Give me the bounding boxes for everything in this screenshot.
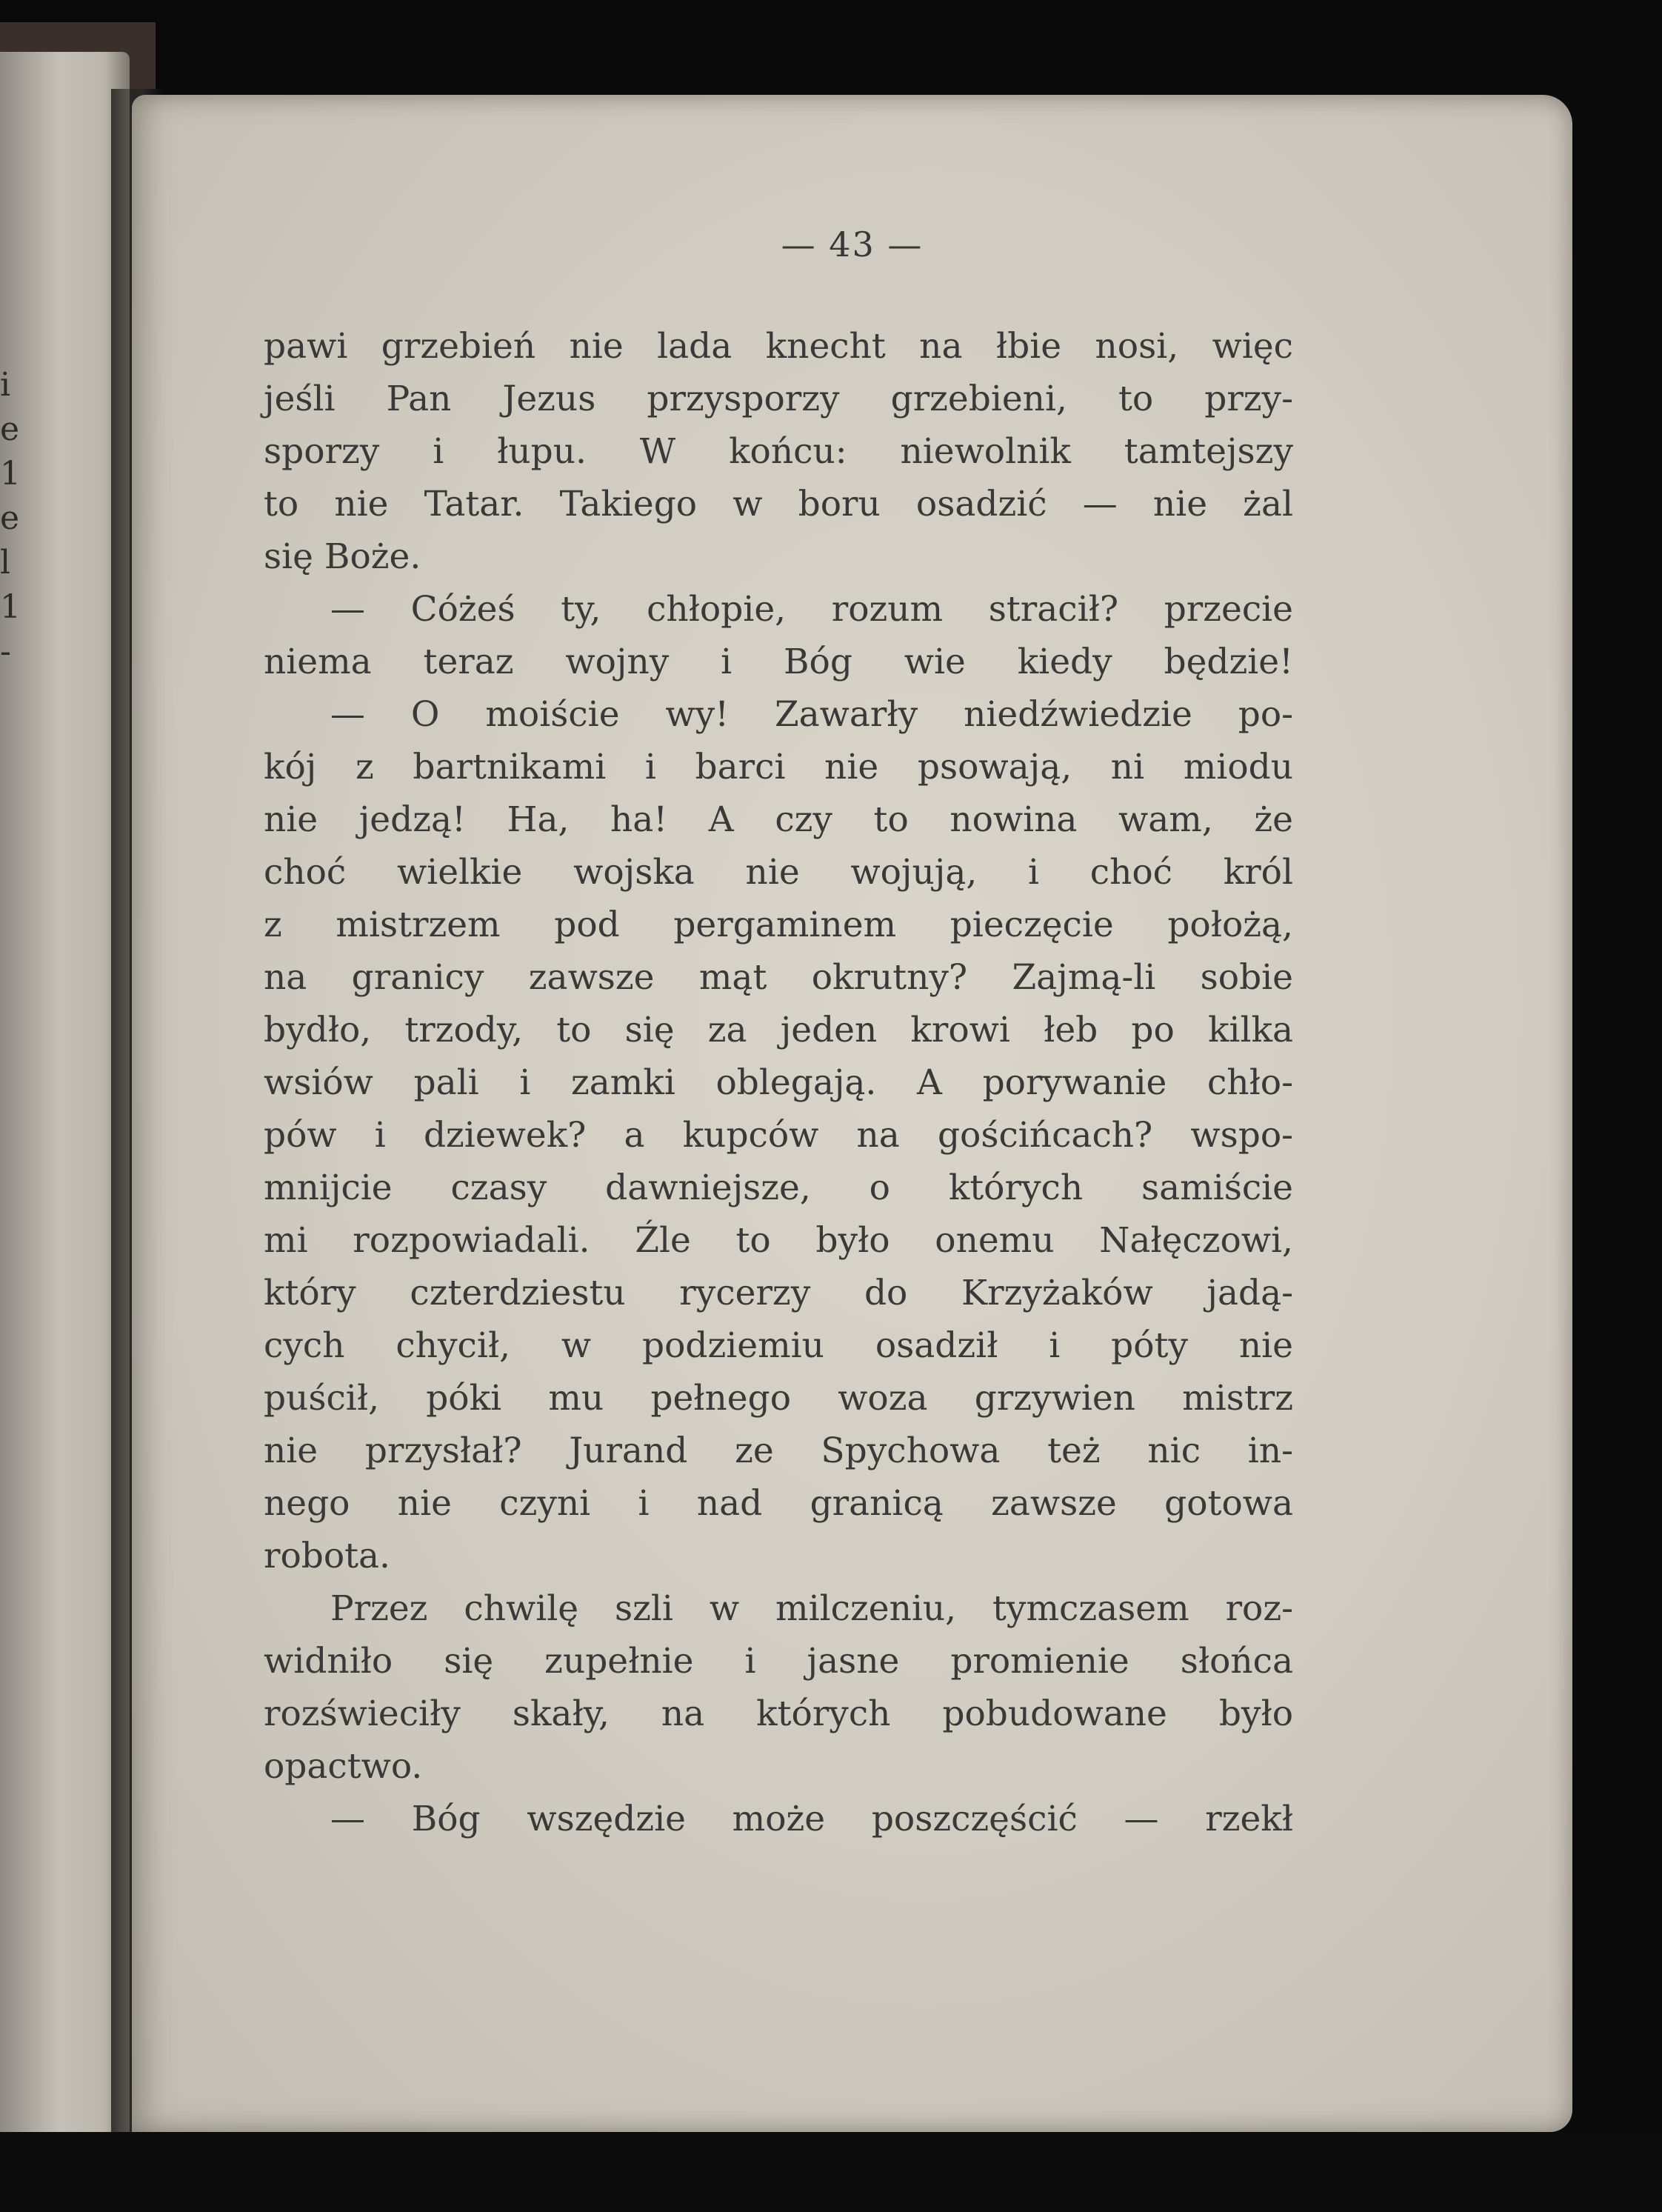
text-line: pawi grzebień nie lada knecht na łbie nosi, więc xyxy=(264,326,1293,367)
text-line: na granicy zawsze mąt okrutny? Zajmą-li sobie xyxy=(264,957,1293,998)
text-line: Przez chwilę szli w milczeniu, tymczasem roz- xyxy=(330,1588,1293,1629)
edge-letter: 1 xyxy=(0,455,21,493)
text-line: puścił, póki mu pełnego woza grzywien mistrz xyxy=(264,1378,1293,1419)
text-line: pów i dziewek? a kupców na gościńcach? wspo- xyxy=(264,1115,1293,1156)
text-line: robota. xyxy=(264,1536,390,1576)
edge-letter: - xyxy=(0,633,11,670)
background-right xyxy=(1572,89,1662,2148)
text-line: jeśli Pan Jezus przysporzy grzebieni, to przy- xyxy=(264,379,1293,419)
text-line: mnijcie czasy dawniejsze, o których samiście xyxy=(264,1167,1293,1208)
text-line: sporzy i łupu. W końcu: niewolnik tamtejszy xyxy=(264,431,1293,472)
text-line: cych chycił, w podziemiu osadził i póty nie xyxy=(264,1325,1293,1366)
text-line: to nie Tatar. Takiego w boru osadzić — nie żal xyxy=(264,484,1293,524)
text-line: niema teraz wojny i Bóg wie kiedy będzie! xyxy=(264,642,1293,682)
edge-letter: e xyxy=(0,499,20,537)
edge-letter: l xyxy=(0,544,11,582)
text-line: widniło się zupełnie i jasne promienie słońca xyxy=(264,1641,1293,1682)
book-page xyxy=(132,95,1572,2132)
text-line: się Boże. xyxy=(264,536,421,577)
text-line: choć wielkie wojska nie wojują, i choć król xyxy=(264,852,1293,893)
text-line: mi rozpowiadali. Źle to było onemu Nałęczowi, xyxy=(264,1220,1293,1261)
text-line: — Bóg wszędzie może poszczęścić — rzekł xyxy=(330,1799,1293,1839)
text-line: z mistrzem pod pergaminem pieczęcie położą, xyxy=(264,905,1293,945)
edge-letter: e xyxy=(0,410,20,448)
text-line: kój z bartnikami i barci nie psowają, ni miodu xyxy=(264,747,1293,787)
text-line: nie jedzą! Ha, ha! A czy to nowina wam, że xyxy=(264,799,1293,840)
text-line: wsiów pali i zamki oblegają. A porywanie chło- xyxy=(264,1062,1293,1103)
text-line: opactwo. xyxy=(264,1746,423,1787)
edge-letter: i xyxy=(0,366,11,404)
edge-letter: 1 xyxy=(0,588,21,626)
text-line: który czterdziestu rycerzy do Krzyżaków jadą- xyxy=(264,1273,1293,1313)
page-number: — 43 — xyxy=(781,224,924,264)
text-line: — O moiście wy! Zawarły niedźwiedzie po- xyxy=(330,694,1293,735)
text-line: — Cóżeś ty, chłopie, rozum stracił? przecie xyxy=(330,589,1293,630)
background-bottom xyxy=(0,2132,1662,2212)
page-text xyxy=(264,320,1293,1845)
text-line: nego nie czyni i nad granicą zawsze gotowa xyxy=(264,1483,1293,1524)
text-line: nie przysłał? Jurand ze Spychowa też nic in- xyxy=(264,1430,1293,1471)
text-line: rozświeciły skały, na których pobudowane było xyxy=(264,1693,1293,1734)
left-page xyxy=(0,52,130,2141)
left-page-edge-text xyxy=(0,363,22,674)
text-line: bydło, trzody, to się za jeden krowi łeb po kilka xyxy=(264,1010,1293,1050)
